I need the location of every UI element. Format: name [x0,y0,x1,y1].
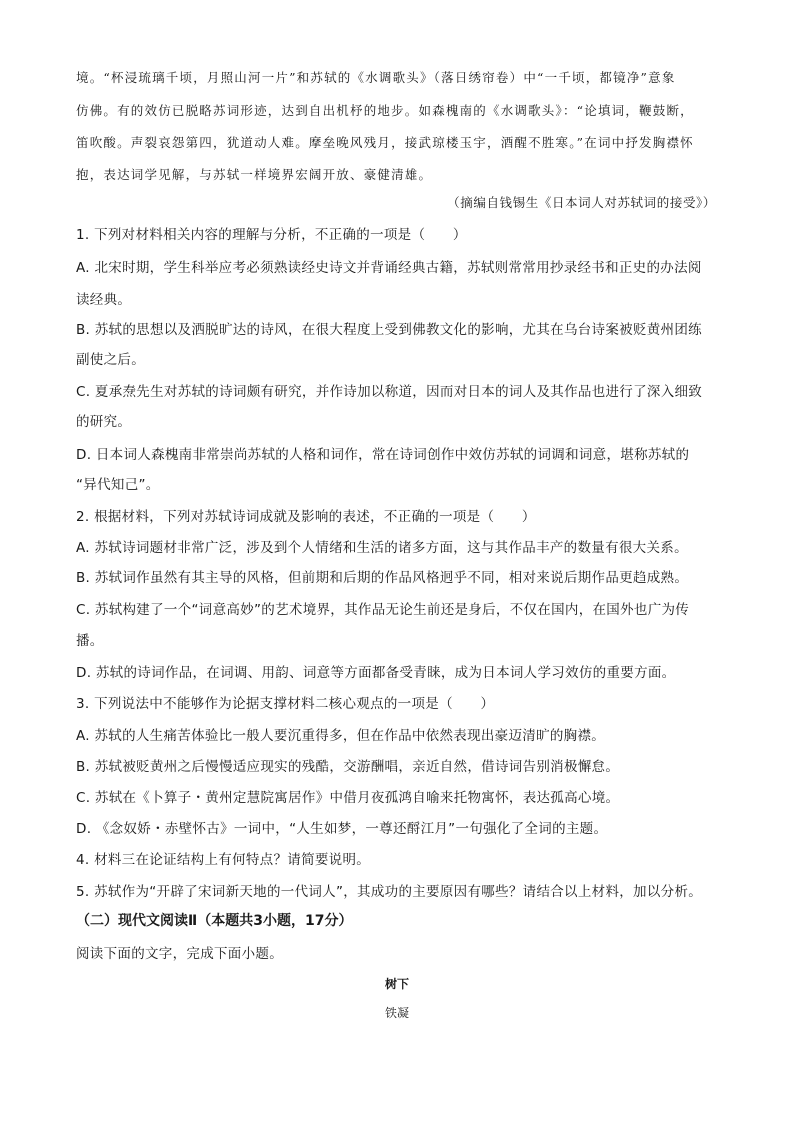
question-1-option-d-cont: “异代知己”。 [76,477,160,493]
section-heading: （二）现代文阅读Ⅱ（本题共3小题，17分） [76,913,353,929]
material-source: （摘编自钱锡生《日本词人对苏轼词的接受》） [447,195,716,210]
question-1-option-b: B. 苏轼的思想以及洒脱旷达的诗风，在很大程度上受到佛教文化的影响，尤其在乌台诗案被贬黄州团练 [76,322,702,338]
material-line-4: 抱，表达词学见解，与苏轼一样境界宏阔开放、豪健清雄。 [76,167,433,182]
question-1-option-a: A. 北宋时期，学生科举应考必须熟读经史诗文并背诵经典古籍，苏轼则常常用抄录经书和正史的办法阅 [76,260,702,276]
question-2-option-c: C. 苏轼构建了一个“词意高妙”的艺术境界，其作品无论生前还是身后，不仅在国内，在国外也广为传 [76,602,690,618]
question-1-option-d: D. 日本词人森槐南非常崇尚苏轼的人格和词作，常在诗词创作中效仿苏轼的词调和词意，堪称苏轼的 [76,447,690,463]
question-1-stem: 1. 下列对材料相关内容的理解与分析，不正确的一项是（ ） [76,227,467,243]
material-line-3: 笛吹酸。声裂哀怨第四，犹道动人难。摩垒晚风残月，接武琼楼玉宇，酒醒不胜寒。”在词中抒发胸襟怀 [76,135,694,150]
story-title: 树下 [384,977,409,991]
question-2-option-c-cont: 播。 [76,633,104,649]
question-1-option-c: C. 夏承焘先生对苏轼的诗词颇有研究，并作诗加以称道，因而对日本的词人及其作品也进行了深入细致 [76,384,703,400]
question-2-option-d: D. 苏轼的诗词作品，在词调、用韵、词意等方面都备受青睐，成为日本词人学习效仿的重要方面。 [76,665,676,681]
question-2-stem: 2. 根据材料，下列对苏轼诗词成就及影响的表述，不正确的一项是（ ） [76,509,536,525]
question-3-option-a: A. 苏轼的人生痛苦体验比一般人要沉重得多，但在作品中依然表现出豪迈清旷的胸襟。 [76,728,606,744]
story-author: 铁凝 [384,1006,409,1020]
question-3-option-c: C. 苏轼在《卜算子・黄州定慧院寓居作》中借月夜孤鸿自喻来托物寓怀，表达孤高心境。 [76,790,620,806]
question-2-option-a: A. 苏轼诗词题材非常广泛，涉及到个人情绪和生活的诸多方面，这与其作品丰产的数量有很大关系。 [76,540,688,556]
question-2-option-b: B. 苏轼词作虽然有其主导的风格，但前期和后期的作品风格迥乎不同，相对来说后期作品更趋成熟。 [76,570,689,586]
question-1-option-b-cont: 副使之后。 [76,352,145,368]
question-4: 4. 材料三在论证结构上有何特点？请简要说明。 [76,852,371,868]
question-3-option-d: D. 《念奴娇・赤壁怀古》一词中，“人生如梦，一尊还酹江月”一句强化了全词的主题。 [76,821,608,837]
question-1-option-c-cont: 的研究。 [76,414,132,430]
question-3-option-b: B. 苏轼被贬黄州之后慢慢适应现实的残酷，交游酬唱，亲近自然，借诗词告别消极懈怠。 [76,759,620,775]
question-1-option-a-cont: 读经典。 [76,292,132,308]
material-line-1: 境。“杯浸琉璃千顷，月照山河一片”和苏轼的《水调歌头》（落日绣帘卷）中“一千顷，都镜净”意象 [76,70,676,85]
question-5: 5. 苏轼作为“开辟了宋词新天地的一代词人”，其成功的主要原因有哪些？请结合以上材料，加以分析。 [76,884,703,900]
material-line-2: 仿佛。有的效仿已脱略苏词形迹，达到自出机杼的地步。如森槐南的《水调歌头》：“论填词，鞭鼓断， [76,103,694,118]
question-3-stem: 3. 下列说法中不能够作为论据支撑材料二核心观点的一项是（ ） [76,696,495,712]
section-instruction: 阅读下面的文字，完成下面小题。 [76,946,283,962]
